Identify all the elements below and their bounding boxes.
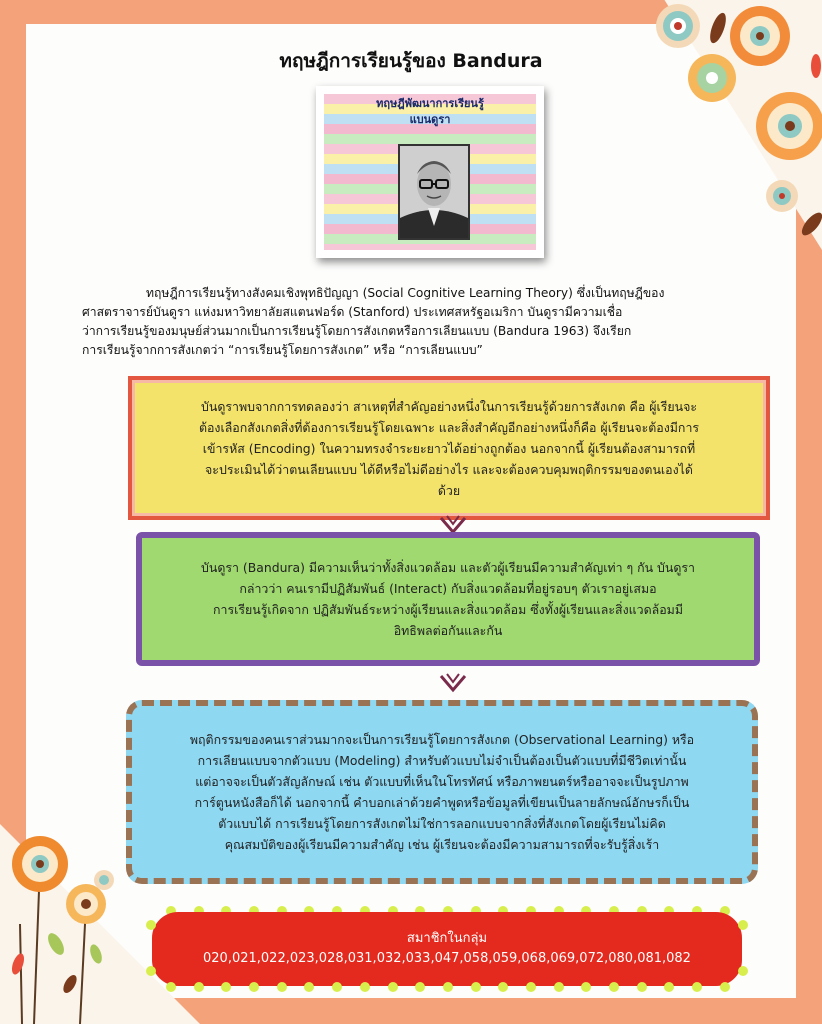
- box-line: แต่อาจจะเป็นตัวสัญลักษณ์ เช่น ตัวแบบที่เห็นในโทรทัศน์ หรือภาพยนตร์หรืออาจจะเป็นรูปภาพ: [195, 774, 689, 789]
- box-line: อิทธิพลต่อกันและกัน: [393, 623, 503, 638]
- photo-caption: [316, 96, 544, 128]
- intro-line: การเรียนรู้จากการสังเกตว่า “การเรียนรู้โดยการสังเกต” หรือ “การเลียนแบบ”: [82, 343, 483, 357]
- decorative-dot: [146, 920, 156, 930]
- portrait-image: [398, 144, 470, 240]
- intro-line: ทฤษฎีการเรียนรู้ทางสังคมเชิงพุทธิปัญญา (Social Cognitive Learning Theory) ซึ่งเป็นทฤษฎีของ: [146, 286, 665, 300]
- portrait-photo: [316, 86, 544, 258]
- box-line: จะประเมินได้ว่าตนเลียนแบบ ได้ดีหรือไม่ดีอย่างไร และจะต้องควบคุมพฤติกรรมของตนเองได้: [205, 461, 693, 477]
- info-box-interaction: [136, 532, 760, 666]
- flower-decoration-icon: [612, 0, 822, 250]
- flower-decoration-icon: [0, 824, 140, 1024]
- members-box: [152, 912, 742, 986]
- members-heading: สมาชิกในกลุ่ม: [406, 931, 488, 946]
- box-line: กล่าวว่า คนเรามีปฏิสัมพันธ์ (Interact) กับสิ่งแวดล้อมที่อยู่รอบๆ ตัวเราอยู่เสมอ: [239, 581, 657, 596]
- box-line: ตัวแบบได้ การเรียนรู้โดยการสังเกตไม่ใช่การลอกแบบจากสิ่งที่สังเกตโดยผู้เรียนไม่คิด: [218, 816, 666, 831]
- page-title: ทฤษฎีการเรียนรู้ของ Bandura: [279, 50, 543, 72]
- decorative-dot: [146, 966, 156, 976]
- decorative-dot: [738, 966, 748, 976]
- intro-line: ว่าการเรียนรู้ของมนุษย์ส่วนมากเป็นการเรียนรู้โดยการสังเกตหรือการเลียนแบบ (Bandura 1963) จึงเรียก: [82, 324, 632, 338]
- members-list: 020,021,022,023,028,031,032,033,047,058,059,068,069,072,080,081,082: [203, 951, 691, 966]
- info-box-encoding: [128, 376, 770, 520]
- box-line: ด้วย: [437, 482, 461, 498]
- intro-paragraph: [82, 284, 742, 360]
- box-line: บันดูรา (Bandura) มีความเห็นว่าทั้งสิ่งแวดล้อม และตัวผู้เรียนมีความสำคัญเท่า ๆ กัน บันดูรา: [200, 560, 695, 575]
- box-line: เข้ารหัส (Encoding) ในความทรงจำระยะยาวได้อย่างถูกต้อง นอกจากนี้ ผู้เรียนต้องสามารถที่: [202, 440, 696, 456]
- box-line: บันดูราพบจากการทดลองว่า สาเหตุที่สำคัญอย่างหนึ่งในการเรียนรู้ด้วยการสังเกต คือ ผู้เรียนจะ: [200, 398, 697, 414]
- person-portrait-icon: [400, 146, 468, 238]
- down-arrow-icon: [438, 672, 468, 694]
- box-line: การเรียนรู้เกิดจาก ปฏิสัมพันธ์ระหว่างผู้เรียนและสิ่งแวดล้อม ซึ่งทั้งผู้เรียนและสิ่งแวดล้อมมี: [212, 602, 683, 617]
- info-box-observational-learning: [126, 700, 758, 884]
- box-line: พฤติกรรมของคนเราส่วนมากจะเป็นการเรียนรู้โดยการสังเกต (Observational Learning) หรือ: [189, 732, 695, 747]
- decorative-dots-bottom: [166, 982, 730, 992]
- box-line: คุณสมบัติของผู้เรียนมีความสำคัญ เช่น ผู้เรียนจะต้องมีความสามารถที่จะรับรู้สิ่งเร้า: [224, 837, 660, 852]
- photo-caption-line1: ทฤษฎีพัฒนาการเรียนรู้: [376, 97, 484, 110]
- decorative-dot: [738, 920, 748, 930]
- intro-line: ศาสตราจารย์บันดูรา แห่งมหาวิทยาลัยสแตนฟอร์ด (Stanford) ประเทศสหรัฐอเมริกา บันดูรามีความเชื่อ: [82, 305, 623, 319]
- box-line: ต้องเลือกสังเกตสิ่งที่ต้องการเรียนรู้โดยเฉพาะ และสิ่งสำคัญอีกอย่างหนึ่งก็คือ ผู้เรียนจะต้องมีการ: [198, 419, 700, 435]
- box-line: การ์ตูนหนังสือก็ได้ นอกจากนี้ คำบอกเล่าด้วยคำพูดหรือข้อมูลที่เขียนเป็นลายลักษณ์อักษรก็เป็น: [194, 795, 690, 810]
- box-line: การเลียนแบบจากตัวแบบ (Modeling) สำหรับตัวแบบไม่จำเป็นต้องเป็นตัวแบบที่มีชีวิตเท่านั้น: [197, 753, 687, 768]
- photo-caption-line2: แบนดูรา: [409, 113, 451, 126]
